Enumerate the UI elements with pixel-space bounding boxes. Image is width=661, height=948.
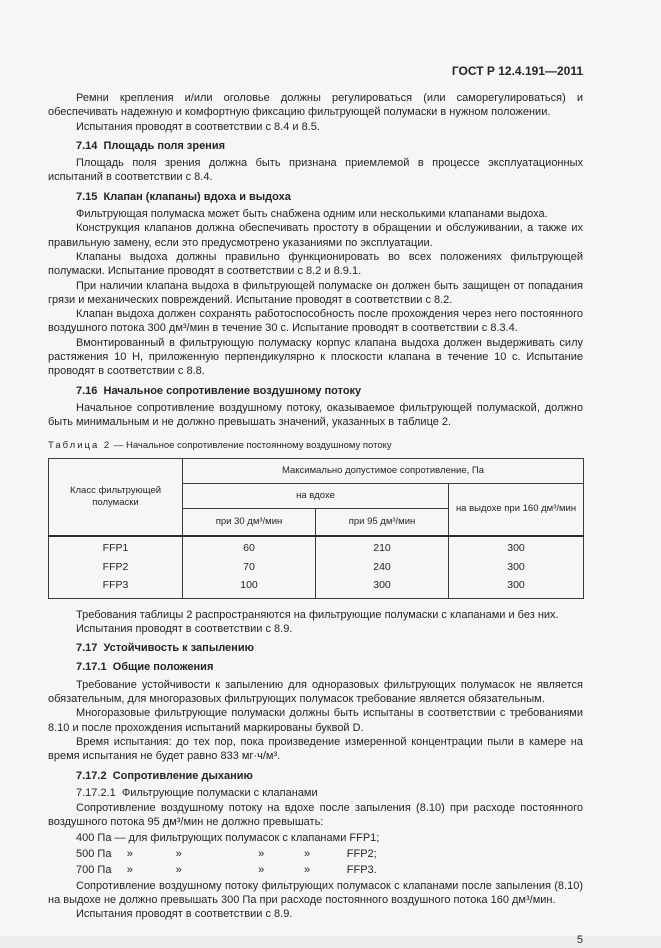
limit-line-ffp1: 400 Па — для фильтрующих полумасок с клапанами FFP1; [76, 832, 380, 845]
section-heading-7-17-2: 7.17.2 Сопротивление дыханию [76, 769, 253, 782]
paragraph: При наличии клапана выдоха в фильтрующей полумаске он должен быть защищен от попадания грязи и механических повреждений. Испытание проводят в соответствии с 8.2. [48, 279, 583, 306]
table-header-inhale-30: при 30 дм³/мин [183, 508, 316, 536]
cell-at30: 70 [183, 558, 316, 577]
table-row [49, 536, 584, 558]
section-heading-7-17-1: 7.17.1 Общие положения [76, 661, 214, 674]
page-number: 5 [576, 934, 583, 947]
paragraph: Начальное сопротивление воздушному потоку, оказываемое фильтрующей полумаской, должно быть минимальным и не должно превышать значений, указанных в таблице 2. [48, 401, 583, 429]
cell-exhale: 300 [449, 576, 584, 598]
cell-at95: 210 [316, 536, 449, 558]
table-header-max-resistance: Максимально допустимое сопротивление, Па [183, 458, 584, 483]
table-header-exhale: на выдохе при 160 дм³/мин [449, 483, 584, 536]
paragraph: Ремни крепления и/или оголовье должны регулироваться (или саморегулироваться) и обеспечивать надежную и комфортную фиксацию фильтрующей полумаски в нужном положении. [48, 92, 583, 119]
cell-exhale: 300 [449, 558, 584, 577]
table-row [49, 576, 584, 598]
section-heading-7-15: 7.15 Клапан (клапаны) вдоха и выдоха [76, 190, 291, 203]
table-2-resistance [48, 458, 584, 599]
table-caption [48, 440, 583, 452]
cell-at95: 240 [316, 558, 449, 577]
paragraph: Испытания проводят в соответствии с 8.4 и 8.5. [76, 120, 320, 133]
cell-at30: 60 [183, 536, 316, 558]
limit-line-ffp2: 500 Па » » » » FFP2; [76, 847, 377, 860]
cell-class: FFP2 [49, 558, 183, 577]
paragraph: Испытания проводят в соответствии с 8.9. [76, 908, 293, 921]
subsection-heading-7-17-2-1: 7.17.2.1 Фильтрующие полумаски с клапанами [76, 786, 318, 799]
paragraph: Клапаны выдоха должны правильно функционировать во всех положениях фильтрующей полумаски. Испытание проводят в соответствии с 8.2 и 8.9.1. [48, 250, 583, 278]
paragraph: Площадь поля зрения должна быть признана приемлемой в процессе эксплуатационных испытаний в соответствии с 8.4. [48, 157, 583, 184]
paragraph: Конструкция клапанов должна обеспечивать простоту в обращении и обслуживании, а также их правильную замену, если это предусмотрено указаниями по эксплуатации. [48, 222, 583, 249]
section-heading-7-14: 7.14 Площадь поля зрения [76, 139, 226, 152]
cell-exhale: 300 [449, 536, 584, 558]
section-heading-7-16: 7.16 Начальное сопротивление воздушному потоку [76, 384, 362, 397]
limit-line-ffp3: 700 Па » » » » FFP3. [76, 863, 377, 876]
table-header-inhale: на вдохе [183, 483, 449, 508]
table-caption-text: — Начальное сопротивление постоянному воздушному потоку [113, 439, 392, 451]
standard-code-header: ГОСТ Р 12.4.191—2011 [451, 64, 583, 78]
table-row [49, 558, 584, 577]
paragraph: Фильтрующая полумаска может быть снабжена одним или несколькими клапанами выдоха. [76, 208, 548, 221]
paragraph: Вмонтированный в фильтрующую полумаску корпус клапана выдоха должен выдерживать силу растяжения 10 Н, приложенную перпендикулярно к плоскости клапана в течение 10 с. Испытание проводят в соответствии с 8.8. [48, 336, 583, 378]
paragraph: Сопротивление воздушному потоку фильтрующих полумасок с клапанами после запыления (8.10) на выдохе не должно превышать 300 Па при расходе постоянного воздушного потока 160 дм³/мин. [48, 879, 583, 906]
section-heading-7-17: 7.17 Устойчивость к запылению [76, 642, 254, 655]
paragraph: Сопротивление воздушному потоку на вдохе после запыления (8.10) при расходе постоянного воздушного потока 95 дм³/мин не должно превышать: [48, 802, 583, 829]
table-header-inhale-95: при 95 дм³/мин [316, 508, 449, 536]
cell-at30: 100 [183, 576, 316, 598]
cell-at95: 300 [316, 576, 449, 598]
cell-class: FFP1 [49, 536, 183, 558]
paragraph: Испытания проводят в соответствии с 8.9. [76, 622, 293, 635]
paragraph: Время испытания: до тех пор, пока произведение измеренной концентрации пыли в камере на время испытания не будет равно 833 мг·ч/м³. [48, 735, 583, 763]
cell-class: FFP3 [49, 576, 183, 598]
paragraph: Требование устойчивости к запылению для одноразовых фильтрующих полумасок не является обязательным, для многоразовых фильтрующих полумасок требование является обязательным. [48, 678, 583, 706]
table-header-class: Класс фильтрующей полумаски [49, 458, 183, 536]
paragraph: Многоразовые фильтрующие полумаски должны быть испытаны в соответствии с требованиями 8.10 и после прохождения испытаний маркированы буквой D. [48, 707, 583, 734]
paragraph: Требования таблицы 2 распространяются на фильтрующие полумаски с клапанами и без них. [76, 608, 559, 621]
paragraph: Клапан выдоха должен сохранять работоспособность после прохождения через него постоянного воздушного потока 300 дм³/мин в течение 30 с. Испытание проводят в соответствии с 8.3.4. [48, 308, 583, 335]
table-caption-label: Таблица 2 [48, 439, 112, 451]
